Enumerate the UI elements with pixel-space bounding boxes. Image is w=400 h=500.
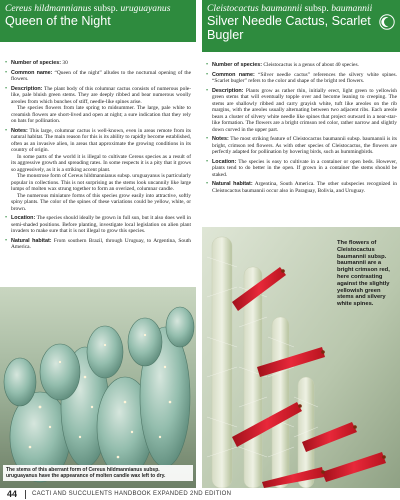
right-photo-caption: The flowers of Cleistocactus baumannii subsp. baumannii are a bright crimson red, here contrasting against the slightly yellowish green stems and silvery white spines. (337, 240, 390, 308)
right-column (202, 0, 400, 197)
right-fact-common-name: • Common name: “Silver needle cactus” references the silvery white spines. “Scarlet bugler” refers to the color and shape of the bright red flowers. (206, 72, 397, 85)
book-title: CACTI AND SUCCULENTS HANDBOOK EXPANDED 2ND EDITION (32, 491, 232, 497)
page-number: 44 (7, 489, 18, 499)
left-fact-species-count: • Number of species: 30 (5, 60, 191, 67)
left-fact-location: • Location: The species should ideally be grown in full sun, but it also does well in semi-shaded positions. Before planting, investigate local legislation on alien plant invaders to make sure that it is not illegal to grow this species. (5, 215, 191, 235)
left-scientific-name: Cereus hildmannianus subsp. uruguayanus (5, 3, 171, 14)
right-fact-habitat: • Natural habitat: Argentina, South America. The other subspecies recognized in Cleistocactus baumannii occur also in Paraguay, Bolivia, and Uruguay. (206, 181, 397, 194)
left-species-header (0, 0, 196, 42)
left-photo-caption: The stems of this aberrant form of Cereus hildmannianus subsp. uruguayanus have the appearance of molten candle wax left to dry. (3, 465, 193, 481)
right-common-name: Silver Needle Cactus, Scarlet Bugler (207, 14, 371, 42)
crescent-moon-icon (379, 14, 395, 30)
left-fact-common-name: • Common name: “Queen of the night” alludes to the nocturnal opening of the flowers. (5, 70, 191, 83)
left-fact-habitat: • Natural habitat: From southern Brazil, through Uruguay, to Argentina, South America. (5, 238, 191, 251)
right-fact-species-count: • Number of species: Cleistocactus is a genus of about 40 species. (206, 62, 397, 69)
footer-divider (25, 490, 26, 499)
left-fact-list (0, 60, 196, 251)
right-fact-list (202, 62, 400, 194)
left-common-name: Queen of the Night (5, 14, 111, 28)
cereus-monstrose-photo (0, 287, 196, 488)
right-fact-location: • Location: The species is easy to cultivate in a container or open beds. However, plants tend to do better in the open. If grown in a container the stems should be staked. (206, 159, 397, 179)
left-column (0, 0, 196, 254)
left-fact-notes: • Notes: This large, columnar cactus is well-known, even in areas remote from its natural habitat. The main reason for this is its ability to rapidly become established, often as an invasive alien, in areas that approximate the growing conditions in its country of origin. In some parts of the world it is illegal to cultivate Cereus species as a result of its aggressive growth and spreading rates. In some respects it is a pity that it grows so aggressively, as it is a striking accent plant. The monstrose form of Cereus hildmannianus subsp. uruguayanus is particularly popular in collections. This is not surprising as the stems look uncannily like large lumps of molten wax strung together to form an overized, columnar candle. The numerous miniature forms of this species grow easily into attractive, softly spiny plants. The color of the spines of these variations could be yellow, white, or brown. (5, 128, 191, 213)
right-species-header (202, 0, 400, 52)
page-footer (0, 488, 400, 500)
right-fact-notes: • Notes: The most striking feature of Cleistocactus baumannii subsp. baumannii is its bright, crimson red flowers. As with other species of Cleistocactus, the flowers are perfectly adapted for pollination by hovering birds, such as hummingbirds. (206, 136, 397, 156)
left-fact-description: • Description: The plant body of this columnar cactus consists of numerous pole-like, pale bluish green stems. They are deeply ribbed and bear numerous woolly areoles from which bunches of stiff, needle-like spines arise. The species flowers from late spring to midsummer. The large, pale white to creamish flowers are short-lived and open at night; a sure indication that they rely on bats for pollination. (5, 86, 191, 125)
right-fact-description: • Description: Plants grow as rather thin, initially erect, light green to yellowish green stems that will eventually topple over and become leaning to creeping. The stems are shallowly ribbed and carry grayish white, tuft like areoles on the rib margins, with the areoles usually alternating between two adjacent ribs. Each areole bears a cluster of silvery white needle like spines that project outward in a near-star-like formation. The flowers are a bright crimson red color, rather narrow and slightly down curved in the upper part. (206, 88, 397, 134)
right-scientific-name: Cleistocactus baumannii subsp. baumannii (207, 3, 373, 14)
